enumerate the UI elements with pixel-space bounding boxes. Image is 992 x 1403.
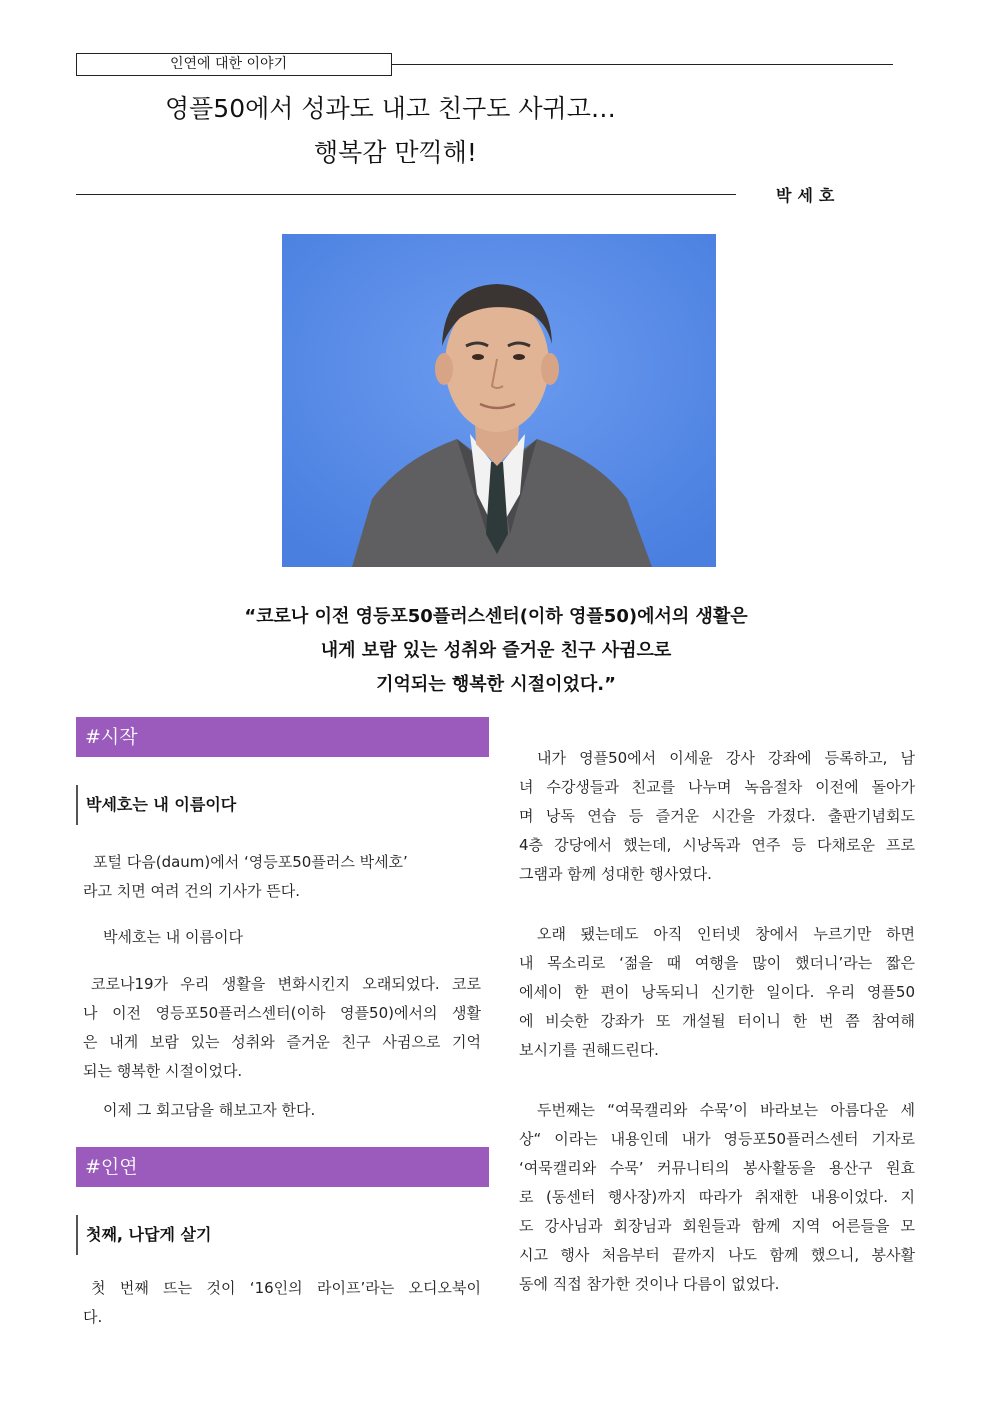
left-paragraph-4: 이제 그 회고담을 해보고자 한다. bbox=[103, 1101, 316, 1119]
text-line: 오래 됐는데도 아직 인터넷 창에서 누르기만 하면 bbox=[537, 925, 915, 943]
text-line: 에세이 한 편이 낭독되니 신기한 일이다. 우리 영플50 bbox=[519, 983, 915, 1001]
text-line: 라고 치면 여려 건의 기사가 뜬다. bbox=[83, 882, 300, 900]
byline-rule bbox=[76, 194, 736, 195]
section-label-box bbox=[76, 53, 392, 76]
text-line: 4층 강당에서 했는데, 시낭독과 연주 등 다채로운 프로 bbox=[519, 836, 915, 854]
text-line: 에 비슷한 강좌가 또 개설될 터이니 한 번 쯤 참여해 bbox=[519, 1012, 915, 1030]
left-paragraph-1 bbox=[83, 848, 481, 906]
left-paragraph-5 bbox=[83, 1274, 481, 1332]
section-bar-inyeon: #인연 bbox=[76, 1147, 489, 1187]
text-line: 두번째는 “여묵캘리와 수묵’이 바라보는 아름다운 세 bbox=[537, 1101, 915, 1119]
left-paragraph-2: 박세호는 내 이름이다 bbox=[103, 928, 243, 946]
right-paragraph-3 bbox=[519, 1096, 915, 1299]
text-line: 보시기를 권해드린다. bbox=[519, 1041, 659, 1059]
subhead-name: 박세호는 내 이름이다 bbox=[76, 785, 236, 825]
article-title-line2: 행복감 만끽해! bbox=[314, 138, 477, 167]
text-line: ‘여묵캘리와 수묵’ 커뮤니티의 봉사활동을 용산구 원효 bbox=[519, 1159, 915, 1177]
quote-line: 기억되는 행복한 시절이었다.” bbox=[376, 674, 616, 695]
subhead-be-myself: 첫째, 나답게 살기 bbox=[76, 1215, 211, 1255]
text-line: 상“ 이라는 내용인데 내가 영등포50플러스센터 기자로 bbox=[519, 1130, 915, 1148]
pull-quote bbox=[150, 600, 842, 702]
text-line: 다. bbox=[83, 1308, 103, 1326]
text-line: 되는 행복한 시절이었다. bbox=[83, 1062, 243, 1080]
text-line: 며 낭독 연습 등 즐거운 시간을 가졌다. 출판기념회도 bbox=[519, 807, 915, 825]
text-line: 첫 번째 뜨는 것이 ‘16인의 라이프’라는 오디오북이 bbox=[91, 1279, 481, 1297]
author-name: 박세호 bbox=[776, 186, 841, 205]
article-title-line1: 영플50에서 성과도 내고 친구도 사귀고… bbox=[165, 94, 616, 123]
portrait-illustration bbox=[282, 234, 716, 567]
text-line: 동에 직접 참가한 것이나 다름이 없었다. bbox=[519, 1275, 780, 1293]
section-label: 인연에 대한 이야기 bbox=[170, 56, 288, 72]
text-line: 나 이전 영등포50플러스센터(이하 영플50)에서의 생활 bbox=[83, 1004, 481, 1022]
text-line: 시고 행사 처음부터 끝까지 나도 함께 했으니, 봉사활 bbox=[519, 1246, 915, 1264]
text-line: 코로나19가 우리 생활을 변화시킨지 오래되었다. 코로 bbox=[91, 975, 481, 993]
text-line: 내 목소리로 ‘젊을 때 여행을 많이 했더니’라는 짧은 bbox=[519, 954, 915, 972]
text-line: 도 강사님과 회장님과 회원들과 함께 지역 어른들을 모 bbox=[519, 1217, 915, 1235]
right-paragraph-1 bbox=[519, 744, 915, 889]
right-paragraph-2 bbox=[519, 920, 915, 1065]
left-paragraph-3 bbox=[83, 970, 481, 1086]
text-line: 은 내게 보람 있는 성취와 즐거운 친구 사귐으로 기억 bbox=[83, 1033, 481, 1051]
text-line: 로 (동센터 행사장)까지 따라가 취재한 내용이었다. 지 bbox=[519, 1188, 915, 1206]
quote-line: “코로나 이전 영등포50플러스센터(이하 영플50)에서의 생활은 bbox=[244, 606, 748, 627]
portrait-photo bbox=[282, 234, 716, 567]
top-rule bbox=[392, 64, 893, 65]
section-bar-start: #시작 bbox=[76, 717, 489, 757]
text-line: 내가 영플50에서 이세윤 강사 강좌에 등록하고, 남 bbox=[537, 749, 915, 767]
text-line: 녀 수강생들과 친교를 나누며 녹음절차 이전에 돌아가 bbox=[519, 778, 915, 796]
quote-line: 내게 보람 있는 성취와 즐거운 친구 사귐으로 bbox=[320, 640, 672, 661]
text-line: 그램과 함께 성대한 행사였다. bbox=[519, 865, 712, 883]
text-line: 포털 다음(daum)에서 ‘영등포50플러스 박세호’ bbox=[93, 853, 408, 871]
